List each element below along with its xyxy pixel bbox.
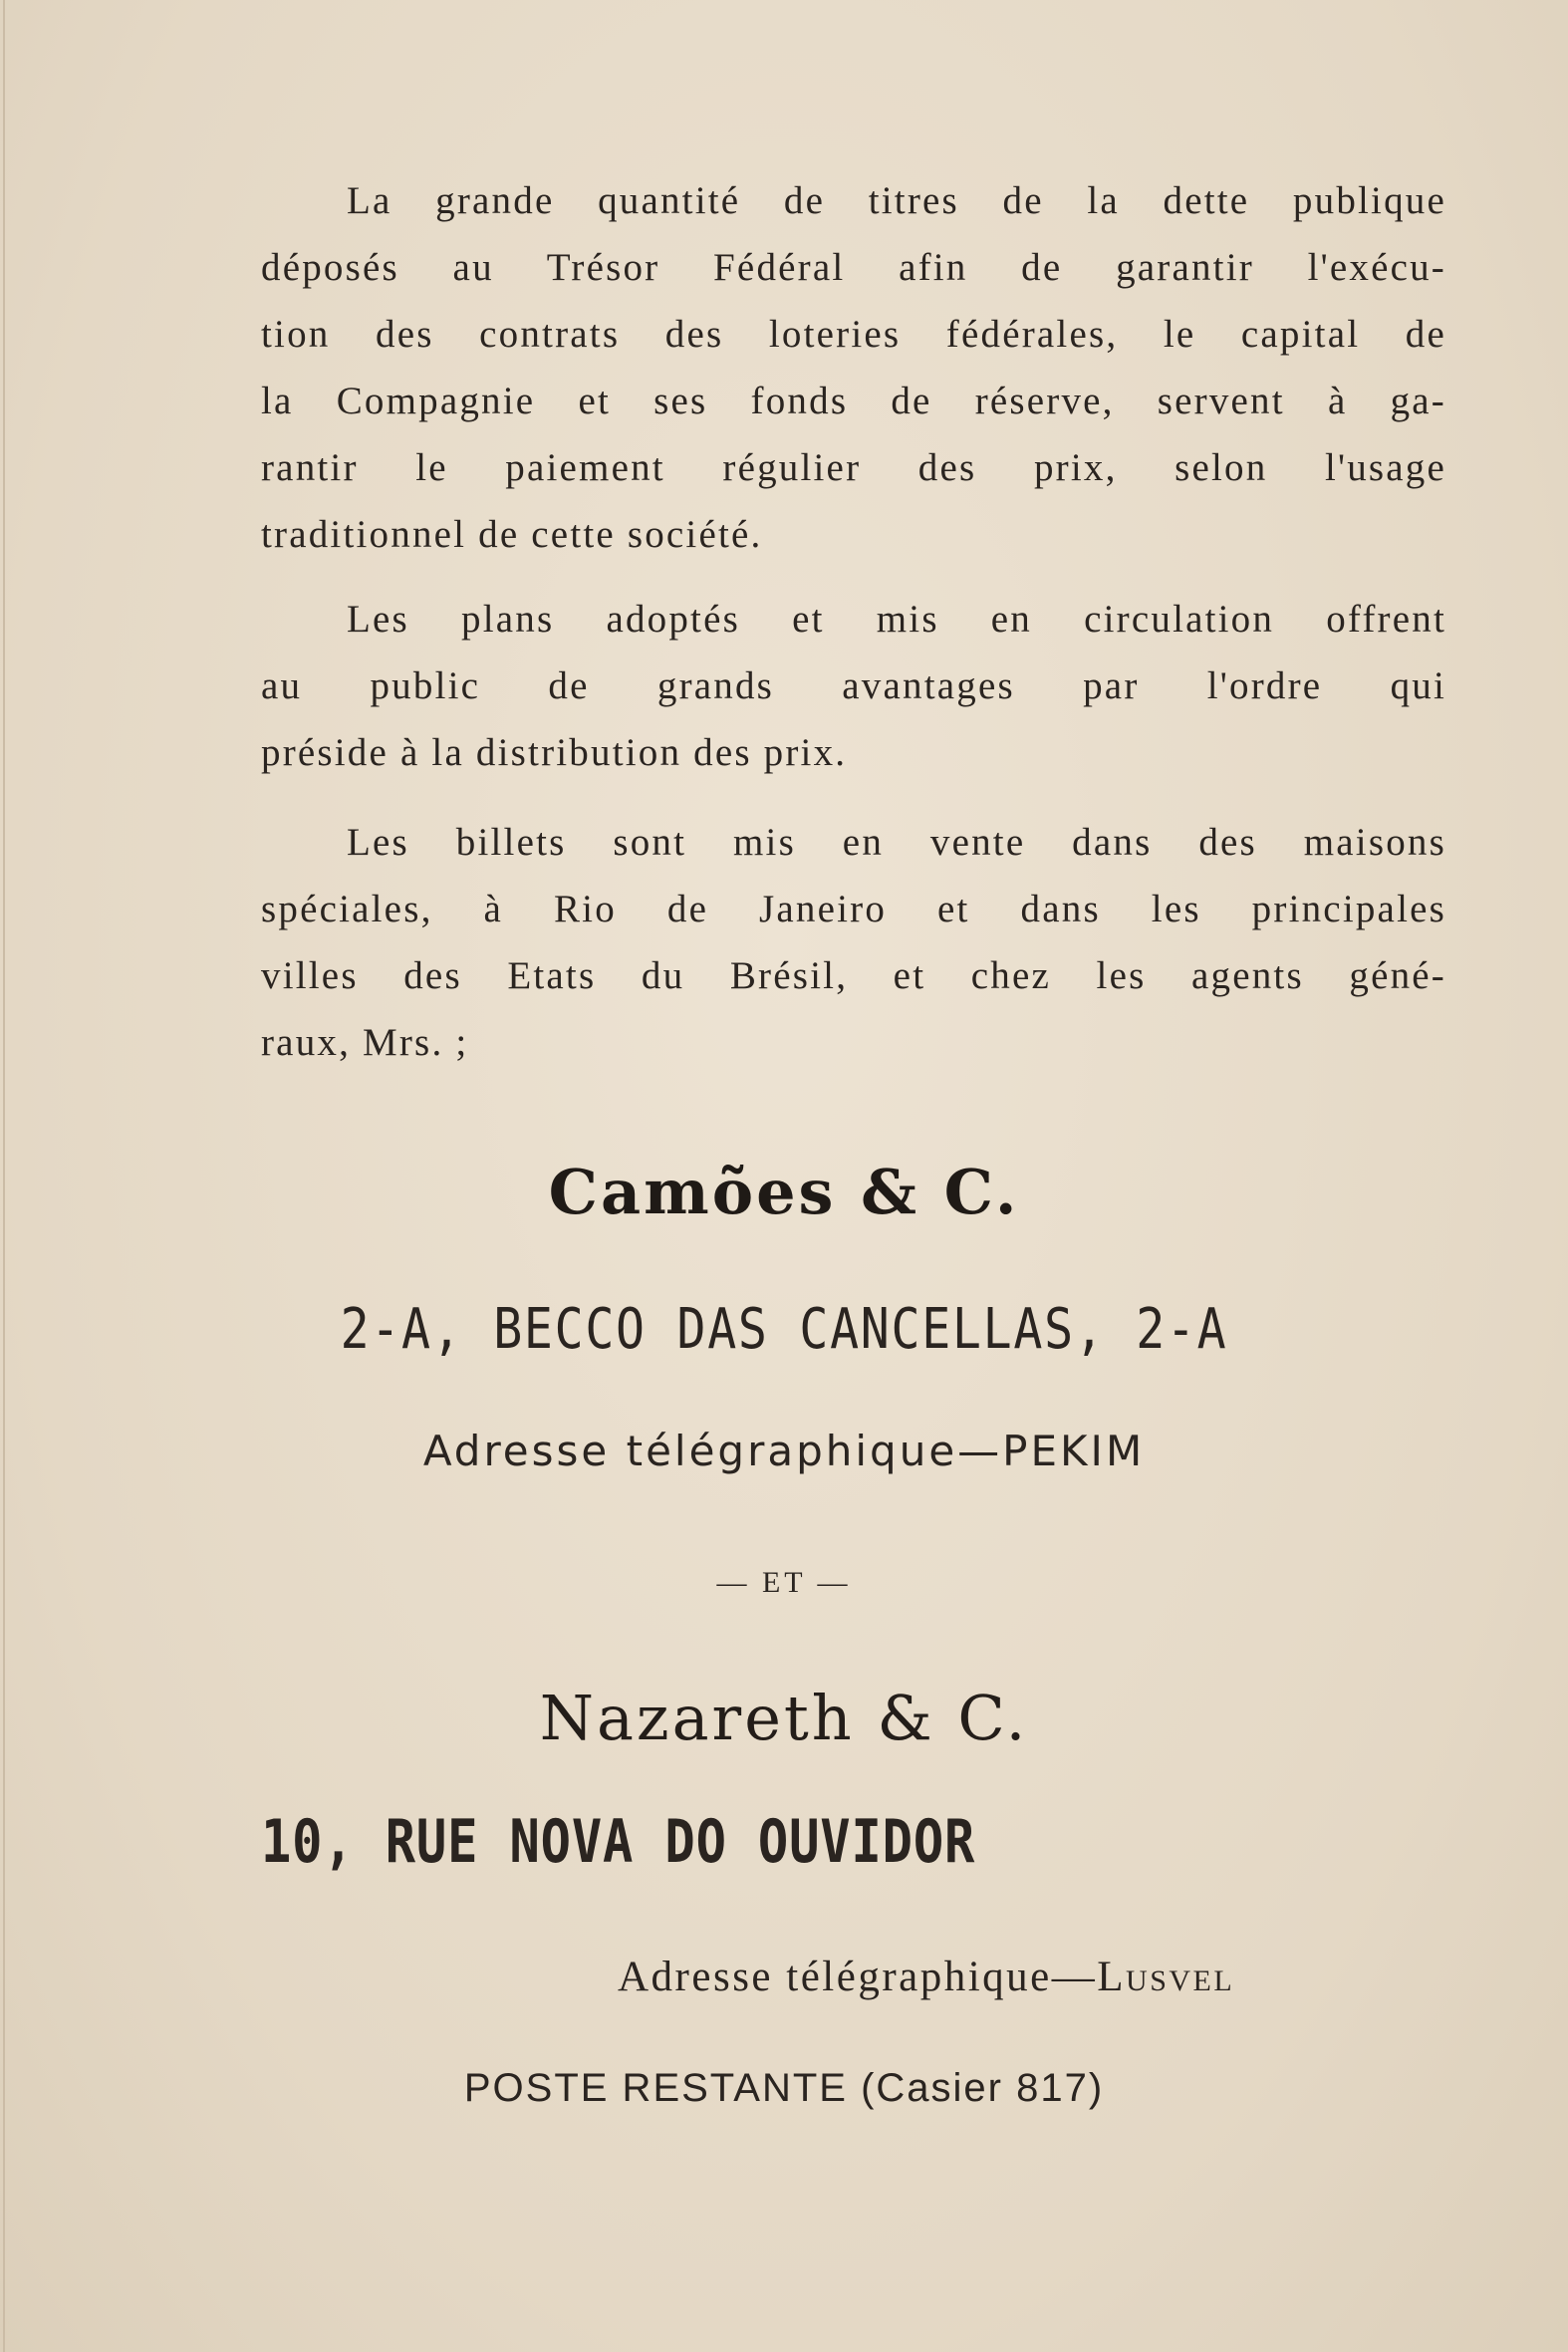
paragraph-guarantee bbox=[261, 167, 1446, 568]
text-line: la Compagnie et ses fonds de réserve, servent à ga- bbox=[261, 380, 1446, 422]
text-line: Les billets sont mis en vente dans des maisons bbox=[347, 821, 1446, 864]
text-line: raux, Mrs. ; bbox=[261, 1021, 469, 1064]
poste-restante: POSTE RESTANTE (Casier 817) bbox=[463, 2066, 1105, 2110]
text-line: au public de grands avantages par l'ordre qui bbox=[261, 664, 1446, 707]
text-line: Les plans adoptés et mis en circulation offrent bbox=[347, 598, 1446, 641]
text-line: spéciales, à Rio de Janeiro et dans les principales bbox=[261, 888, 1446, 930]
separator-et: — ET — bbox=[716, 1566, 852, 1599]
text-line: préside à la distribution des prix. bbox=[261, 731, 848, 774]
agent-nazareth-address: 10, RUE NOVA DO OUVIDOR bbox=[261, 1807, 976, 1877]
text-line: La grande quantité de titres de la dette publique bbox=[347, 179, 1446, 222]
agent-nazareth-name: Nazareth & C. bbox=[539, 1682, 1029, 1754]
text-line: traditionnel de cette société. bbox=[261, 513, 763, 556]
paragraph-tickets bbox=[261, 809, 1446, 1076]
telegraph-code: Lusvel bbox=[1097, 1954, 1235, 2000]
agent-camoes-telegraph: Adresse télégraphique—PEKIM bbox=[422, 1427, 1146, 1475]
text-line: déposés au Trésor Fédéral afin de garantir l'exécu- bbox=[261, 246, 1446, 289]
agent-camoes-name: Camões & C. bbox=[548, 1156, 1020, 1228]
agent-camoes-address: 2-A, BECCO DAS CANCELLAS, 2-A bbox=[340, 1297, 1228, 1362]
paragraph-plans bbox=[261, 586, 1446, 786]
agent-nazareth-telegraph bbox=[618, 1953, 1234, 2001]
telegraph-prefix: Adresse télégraphique— bbox=[618, 1954, 1098, 2000]
text-line: villes des Etats du Brésil, et chez les agents géné- bbox=[261, 954, 1446, 997]
text-line: rantir le paiement régulier des prix, selon l'usage bbox=[261, 446, 1446, 489]
text-line: tion des contrats des loteries fédérales, le capital de bbox=[261, 313, 1446, 356]
